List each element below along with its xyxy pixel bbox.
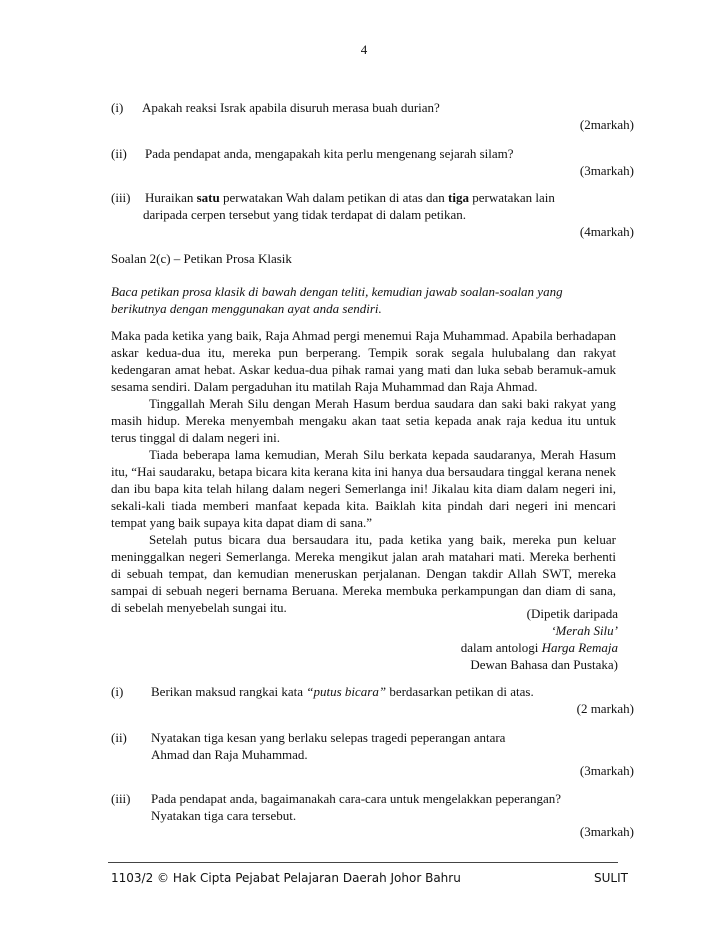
question-text: Berikan maksud rangkai kata “putus bicara” berdasarkan petikan di atas. — [151, 684, 534, 699]
question-text-line1: Pada pendapat anda, bagaimanakah cara-cara untuk mengelakkan peperangan? — [151, 791, 562, 806]
question-number: (i) — [111, 684, 124, 699]
question-number: (ii) — [111, 730, 127, 745]
question-text: Apakah reaksi Israk apabila disuruh merasa buah durian? — [142, 100, 440, 115]
citation — [461, 605, 618, 673]
question-bottom-3 — [111, 790, 621, 824]
citation-publisher: Dewan Bahasa dan Pustaka) — [470, 657, 618, 672]
question-bottom-3-marks: (3markah) — [579, 824, 634, 839]
question-number: (iii) — [111, 791, 131, 806]
quoted-phrase: “putus bicara” — [306, 684, 387, 699]
citation-line: (Dipetik daripada — [526, 606, 618, 621]
citation-title: ‘Merah Silu’ — [551, 623, 618, 638]
footer-classification: SULIT — [594, 871, 628, 885]
prose-paragraph: Tinggallah Merah Silu dengan Merah Hasum berdua saudara dan saki baki rakyat yang masih hidup. Mereka menyembah mengaku akan taat setia kepada anak raja kedua itu untuk terus tinggal di dalam negeri ini. — [111, 396, 616, 445]
question-top-2 — [111, 145, 621, 179]
question-bottom-1-marks: (2 markah) — [576, 701, 634, 716]
footer-copyright: 1103/2 © Hak Cipta Pejabat Pelajaran Daerah Johor Bahru — [111, 871, 461, 885]
question-top-1-marks: (2markah) — [579, 117, 634, 132]
citation-line: dalam antologi Harga Remaja — [460, 640, 618, 655]
question-top-1 — [111, 99, 621, 133]
question-text-line1: Nyatakan tiga kesan yang berlaku selepas tragedi peperangan antara — [151, 730, 506, 745]
prose-paragraph: Setelah putus bicara dua bersaudara itu, pada ketika yang baik, mereka pun keluar meninggalkan negeri Semerlanga. Mereka mengikut jalan arah matahari mati. Mereka berhenti di sebuah tempat, dan kemudian meneruskan perjalanan. Dengan takdir Allah SWT, mereka sampai di sebuah negeri bernama Beruana. Mereka membuka perkampungan dan diam di sana, di sebelah menyebelah sungai itu. — [111, 532, 616, 615]
footer-divider — [108, 862, 618, 863]
prose-passage — [111, 327, 616, 616]
emphasis-tiga: tiga — [448, 190, 469, 205]
question-text-line2: daripada cerpen tersebut yang tidak terdapat di dalam petikan. — [143, 207, 467, 222]
question-number: (ii) — [111, 146, 127, 161]
anthology-title: Harga Remaja — [541, 640, 618, 655]
question-text-line2: Ahmad dan Raja Muhammad. — [151, 747, 308, 762]
page-number: 4 — [360, 42, 368, 57]
question-text: Pada pendapat anda, mengapakah kita perlu mengenang sejarah silam? — [145, 146, 514, 161]
prose-paragraph: Tiada beberapa lama kemudian, Merah Silu berkata kepada saudaranya, Merah Hasum itu, “Hai saudaraku, betapa bicara kita kerana kita ini hanya dua bersaudara tinggal kerana nenek dan ibu bapa kita telah hilang dalam negeri Semerlanga ini! Jikalau kita diam dalam negeri ini, sekali-kali tiada memberi manfaat kepada kita. Baiklah kita pindah dari negeri ini mencari tempat yang baik supaya kita dapat diam di sana.” — [111, 447, 616, 530]
question-top-2-marks: (3markah) — [579, 163, 634, 178]
question-bottom-1 — [111, 683, 621, 717]
section-heading: Soalan 2(c) – Petikan Prosa Klasik — [111, 251, 292, 266]
question-top-3 — [111, 189, 621, 223]
question-number: (i) — [111, 100, 124, 115]
question-bottom-2 — [111, 729, 621, 763]
question-top-3-marks: (4markah) — [579, 224, 634, 239]
question-text-line1: Huraikan satu perwatakan Wah dalam petikan di atas dan tiga perwatakan lain — [145, 190, 555, 205]
question-bottom-2-marks: (3markah) — [579, 763, 634, 778]
question-number: (iii) — [111, 190, 131, 205]
instruction-text: Baca petikan prosa klasik di bawah dengan teliti, kemudian jawab soalan-soalan yang berikutnya dengan menggunakan ayat anda sendiri. — [111, 284, 563, 316]
question-text-line2: Nyatakan tiga cara tersebut. — [151, 808, 297, 823]
prose-paragraph: Maka pada ketika yang baik, Raja Ahmad pergi menemui Raja Muhammad. Apabila berhadapan askar kedua-dua itu, mereka pun berperang. Tempik sorak segala hulubalang dan rakyat kedengaran amat hebat. Askar kedua-dua pihak ramai yang mati dan luka sebab beramuk-amuk sesama sendiri. Dalam pergaduhan itu matilah Raja Muhammad dan Raja Ahmad. — [111, 328, 616, 394]
emphasis-satu: satu — [196, 190, 220, 205]
